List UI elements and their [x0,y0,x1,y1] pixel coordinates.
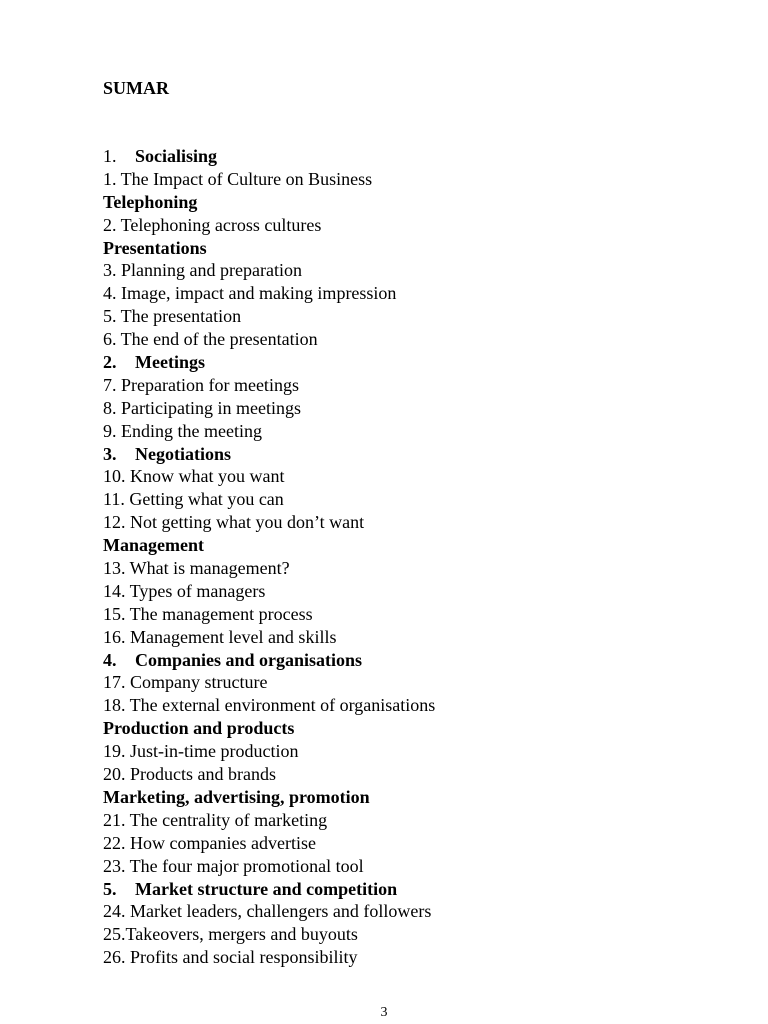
chapter-title: Companies and organisations [135,649,363,670]
chapter-number: 4. [103,649,117,670]
toc-section-heading: Production and products [103,718,295,739]
toc-entry: 24. Market leaders, challengers and followers [103,901,432,922]
toc-chapter-heading [103,443,703,466]
chapter-number: 2. [103,352,117,373]
toc-entry: 13. What is management? [103,558,290,579]
toc-entry: 18. The external environment of organisations [103,695,436,716]
page-number: 3 [380,1005,388,1020]
toc-entry: 22. How companies advertise [103,832,316,853]
toc-entry: 19. Just-in-time production [103,741,299,762]
toc-entry: 8. Participating in meetings [103,397,301,418]
toc-chapter-heading [103,351,703,374]
toc-entry: 26. Profits and social responsibility [103,947,358,968]
chapter-number: 3. [103,443,117,464]
toc-entry: 5. The presentation [103,306,242,327]
toc-section-heading: Telephoning [103,191,198,212]
toc-chapter-heading [103,878,703,901]
chapter-title: Negotiations [135,443,231,464]
toc-entry: 11. Getting what you can [103,489,284,510]
toc-entry: 6. The end of the presentation [103,329,318,350]
toc-entry: 14. Types of managers [103,580,266,601]
toc-entry: 25.Takeovers, mergers and buyouts [103,924,358,945]
toc-entry: 12. Not getting what you don’t want [103,512,365,533]
toc-chapter-heading [103,145,703,168]
chapter-number: 1. [103,146,117,166]
toc-entry: 15. The management process [103,603,313,624]
toc-entry: 2. Telephoning across cultures [103,214,322,235]
chapter-title: Market structure and competition [135,878,398,899]
toc-entry: 3. Planning and preparation [103,260,302,281]
toc-entry: 4. Image, impact and making impression [103,283,397,304]
chapter-title: Socialising [135,146,218,166]
toc-section-heading: Marketing, advertising, promotion [103,786,370,807]
toc-chapter-heading [103,649,703,672]
toc-entry: 20. Products and brands [103,764,276,785]
chapter-number: 5. [103,878,117,899]
toc-entry: 7. Preparation for meetings [103,374,299,395]
toc-entry: 21. The centrality of marketing [103,809,328,830]
toc-entry: 9. Ending the meeting [103,420,262,441]
chapter-title: Meetings [135,352,205,373]
toc-entry: 10. Know what you want [103,466,285,487]
toc-entry: 1. The Impact of Culture on Business [103,168,373,189]
toc-entry: 16. Management level and skills [103,626,337,647]
toc-section-heading: Presentations [103,237,207,258]
toc-entry: 23. The four major promotional tool [103,855,364,876]
page-title: SUMAR [103,78,169,98]
table-of-contents [103,145,703,969]
toc-entry: 17. Company structure [103,672,268,693]
toc-section-heading: Management [103,535,204,556]
